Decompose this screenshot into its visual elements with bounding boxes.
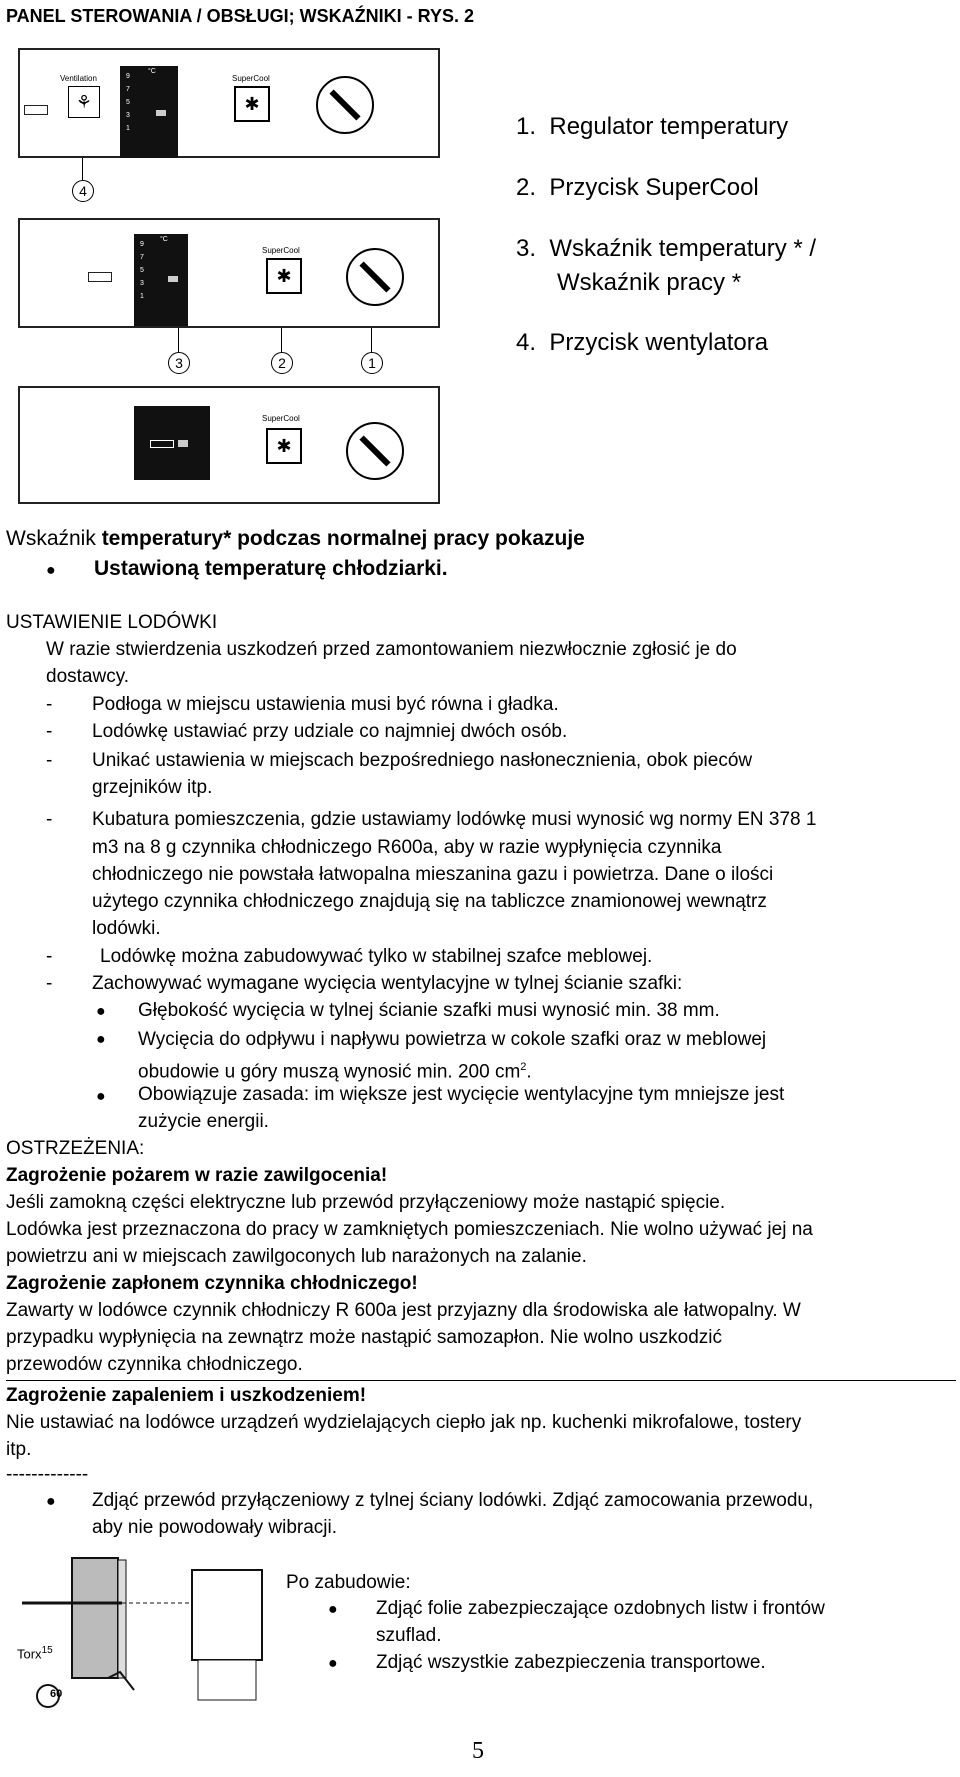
dash-item: grzejników itp. [92, 777, 213, 798]
temperature-display [120, 66, 178, 158]
install-item: Zdjąć wszystkie zabezpieczenia transportowe. [376, 1652, 766, 1673]
indicator-line: Wskaźnik temperatury* podczas normalnej pracy pokazuje [6, 527, 585, 550]
digit: 7 [140, 254, 144, 261]
install-illustration [12, 1548, 266, 1708]
digit: 3 [140, 280, 144, 287]
divider [6, 1380, 956, 1381]
sub-bullet: Obowiązuje zasada: im większe jest wycięcie wentylacyjne tym mniejsze jest [138, 1084, 785, 1105]
temperature-display [134, 406, 210, 480]
dash-item: Lodówkę można zabudowywać tylko w stabilnej szafce meblowej. [100, 946, 653, 967]
temperature-knob[interactable] [346, 248, 404, 306]
warning-text: przypadku wypłynięcia na zewnątrz może nastąpić samozapłon. Nie wolno uszkodzić [6, 1327, 723, 1348]
install-title: Po zabudowie: [286, 1572, 411, 1593]
door-edge [118, 1560, 126, 1678]
legend-item: 3. Wskaźnik temperatury * / [516, 235, 817, 262]
panel-variant-1 [18, 48, 440, 158]
fridge-body [192, 1570, 262, 1660]
callout-line [178, 328, 179, 352]
warnings-label: OSTRZEŻENIA: [6, 1138, 145, 1159]
knob-pointer [329, 89, 360, 120]
digit: 5 [140, 267, 144, 274]
dash: - [46, 694, 53, 715]
install-item: szuflad. [376, 1625, 442, 1646]
warning-heading: Zagrożenie zapaleniem i uszkodzeniem! [6, 1385, 367, 1406]
warning-heading: Zagrożenie pożarem w razie zawilgocenia! [6, 1165, 388, 1186]
dash-item: Unikać ustawienia w miejscach bezpośredniego nasłonecznienia, obok pieców [92, 750, 753, 771]
warning-heading: Zagrożenie zapłonem czynnika chłodniczego! [6, 1273, 418, 1294]
legend-item: 4. Przycisk wentylatora [516, 329, 769, 356]
indicator-light [24, 105, 48, 115]
remove-text: Zdjąć przewód przyłączeniowy z tylnej ściany lodówki. Zdjąć zamocowania przewodu, [92, 1490, 814, 1511]
indicator-light [150, 440, 174, 448]
legend-item: Wskaźnik pracy * [557, 269, 742, 296]
sub-bullet: Wycięcia do odpływu i napływu powietrza w cokole szafki oraz w meblowej [138, 1029, 767, 1050]
dash: - [46, 809, 53, 830]
setup-heading: USTAWIENIE LODÓWKI [6, 612, 218, 633]
digit: 1 [126, 125, 130, 132]
digit: 9 [140, 241, 144, 248]
dash-item: Podłoga w miejscu ustawienia musi być równa i gładka. [92, 694, 559, 715]
warning-text: itp. [6, 1439, 32, 1460]
display-segment [168, 276, 178, 282]
bullet-icon: ● [96, 1031, 106, 1048]
dash-item: m3 na 8 g czynnika chłodniczego R600a, aby w razie wypłynięcia czynnika [92, 837, 722, 858]
supercool-button[interactable]: ✱ [234, 86, 270, 122]
bullet-icon: ● [96, 1003, 106, 1020]
knob-pointer [359, 435, 390, 466]
ventilation-label: Ventilation [60, 74, 97, 83]
page-title: PANEL STEROWANIA / OBSŁUGI; WSKAŹNIKI - RYS. 2 [6, 6, 475, 26]
callout-line [82, 158, 83, 180]
knob-pointer [359, 261, 390, 292]
digit: 1 [140, 293, 144, 300]
bullet-icon: ● [328, 1655, 338, 1672]
setup-line: W razie stwierdzenia uszkodzeń przed zamontowaniem niezwłocznie zgłosić je do [46, 639, 737, 660]
supercool-button[interactable]: ✱ [266, 428, 302, 464]
supercool-label: SuperCool [262, 414, 300, 423]
indicator-bullet: Ustawioną temperaturę chłodziarki. [94, 557, 448, 580]
panel-variant-2 [18, 218, 440, 328]
bullet-icon: ● [96, 1088, 106, 1105]
warning-text: Jeśli zamokną części elektryczne lub przewód przyłączeniowy może nastąpić spięcie. [6, 1192, 726, 1213]
torx-label: Torx$^{15}$ [17, 1645, 53, 1662]
dash: - [46, 946, 53, 967]
display-segment [156, 110, 166, 116]
bullet-icon: ● [46, 562, 56, 579]
legend-item: 1. Regulator temperatury [516, 113, 789, 140]
dash-item: chłodniczego nie powstała łatwopalna mieszanina gazu i powietrza. Dane o ilości [92, 864, 774, 885]
setup-line: dostawcy. [46, 666, 130, 687]
indicator-light [88, 272, 112, 282]
callout-1: 1 [361, 352, 383, 374]
bullet-icon: ● [46, 1493, 56, 1510]
supercool-label: SuperCool [232, 74, 270, 83]
sub-bullet: Głębokość wycięcia w tylnej ścianie szafki musi wynosić min. 38 mm. [138, 1000, 720, 1021]
display-digits [140, 238, 144, 303]
dash-item: użytego czynnika chłodniczego znajdują się na tabliczce znamionowej wewnątrz [92, 891, 767, 912]
dash-separator: ------------- [6, 1464, 89, 1485]
sub-bullet: obudowie u góry muszą wynosić min. 200 $cm^2$. [138, 1061, 532, 1083]
callout-4: 4 [72, 180, 94, 202]
digit: 9 [126, 73, 130, 80]
unit-label: °C [148, 68, 156, 75]
panel-variant-3 [18, 386, 440, 504]
dash-item: Kubatura pomieszczenia, gdzie ustawiamy lodówkę musi wynosić wg normy EN 378 1 [92, 809, 817, 830]
sub-bullet: zużycie energii. [138, 1111, 269, 1132]
callout-line [371, 328, 372, 352]
dash: - [46, 973, 53, 994]
digit: 3 [126, 112, 130, 119]
dash-item: Zachowywać wymagane wycięcia wentylacyjne w tylnej ścianie szafki: [92, 973, 683, 994]
supercool-label: SuperCool [262, 246, 300, 255]
bullet-icon: ● [328, 1601, 338, 1618]
temperature-display [134, 234, 188, 326]
dash: - [46, 721, 53, 742]
badge-60: 60 [50, 1688, 63, 1700]
warning-text: Nie ustawiać na lodówce urządzeń wydzielających ciepło jak np. kuchenki mikrofalowe, tostery [6, 1412, 802, 1433]
warning-text: powietrzu ani w miejscach zawilgoconych lub narażonych na zalanie. [6, 1246, 587, 1267]
warning-text: Lodówka jest przeznaczona do pracy w zamkniętych pomieszczeniach. Nie wolno używać jej na [6, 1219, 813, 1240]
supercool-button[interactable]: ✱ [266, 258, 302, 294]
ventilation-button[interactable]: ⚘ [68, 86, 100, 118]
digit: 7 [126, 86, 130, 93]
warning-text: przewodów czynnika chłodniczego. [6, 1354, 303, 1375]
dash-item: Lodówkę ustawiać przy udziale co najmniej dwóch osób. [92, 721, 568, 742]
display-segment [178, 440, 188, 447]
callout-2: 2 [271, 352, 293, 374]
install-figure [12, 1548, 266, 1708]
callout-3: 3 [168, 352, 190, 374]
fridge-base [198, 1660, 256, 1700]
page-number: 5 [472, 1738, 484, 1764]
door-panel [72, 1558, 118, 1678]
temperature-knob[interactable] [346, 422, 404, 480]
unit-label: °C [160, 236, 168, 243]
display-digits [126, 70, 130, 135]
install-item: Zdjąć folie zabezpieczające ozdobnych listw i frontów [376, 1598, 825, 1619]
temperature-knob[interactable] [316, 76, 374, 134]
callout-line [281, 328, 282, 352]
dash: - [46, 750, 53, 771]
legend-item: 2. Przycisk SuperCool [516, 174, 759, 201]
remove-text: aby nie powodowały wibracji. [92, 1517, 338, 1538]
digit: 5 [126, 99, 130, 106]
dash-item: lodówki. [92, 918, 161, 939]
warning-text: Zawarty w lodówce czynnik chłodniczy R 600a jest przyjazny dla środowiska ale łatwopalny. W [6, 1300, 801, 1321]
